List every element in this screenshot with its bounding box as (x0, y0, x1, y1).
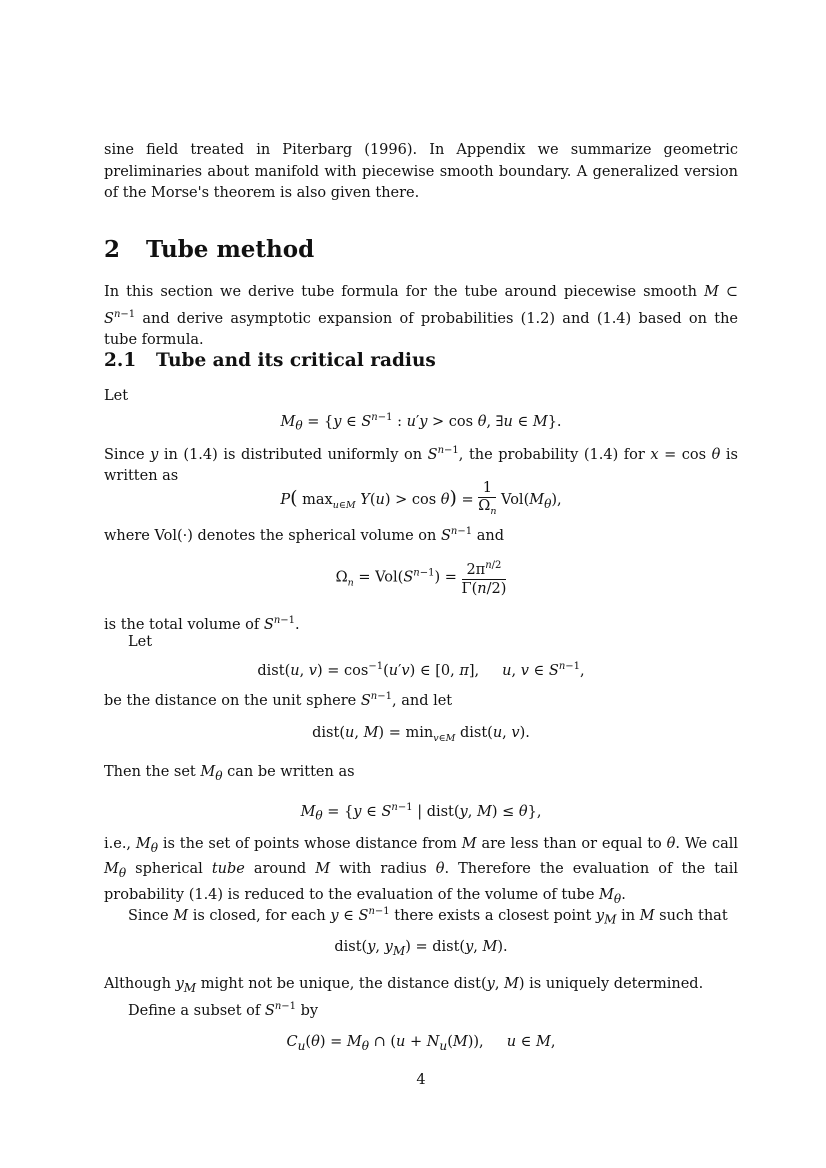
subsection-heading (104, 350, 436, 371)
page-number: 4 (416, 1072, 426, 1088)
equation-tube-definition: $M_\theta = \{y$ ∈ $S^{n-1}$ : u′y > cos θ, ∃u ∈ M}. (280, 412, 562, 433)
equation-tube-distance: $M_\theta = \{y$ ∈ $S^{n-1}$ | dist(y, M) ≤ θ}, (300, 802, 542, 823)
subsection-title: Tube and its critical radius (156, 350, 436, 371)
uniqueness-text: Although $y_M$ might not be unique, the distance dist(y, M) is uniquely determined. (104, 976, 704, 995)
closest-point-text: Since M is closed, for each y ∈ $S^{n-1}$ there exists a closest point $y_M$ in M such that (128, 906, 728, 927)
where-vol-text: where Vol(·) denotes the spherical volume on $S^{n-1}$ and (104, 526, 504, 544)
let-text-2: Let (128, 634, 153, 650)
equation-omega: $\Omega_n = Vol(S^{n-1})$ = $\frac{2\pi^{n/2}}{\Gamma(n/2)}$ (104, 557, 738, 598)
paper-page (104, 0, 738, 1168)
equation-closest-point: dist(y, $y_M$) = dist(y, M). (334, 939, 508, 958)
unit-sphere-distance-text: be the distance on the unit sphere $S^{n-1}$, and let (104, 691, 453, 709)
equation-distance: dist(u, $v) = \cos^{-1}(u'v)$ ∈ [0, π], u, v ∈ $S^{n-1}$, (257, 661, 585, 679)
section-number: 2 (104, 236, 121, 263)
section-title: Tube method (146, 236, 315, 263)
let-text-1: Let (104, 388, 129, 404)
equation-distance-to-set: dist(u, $M) = \min_{v\in M}$ dist(u, v). (312, 725, 530, 744)
define-subset-text: Define a subset of $S^{n-1}$ by (128, 1001, 319, 1019)
equation-probability: P( $\max_{u\in M} Y(u) > \cos \theta$) = $\frac{1}{\Omega_n}$ $Vol(M_\theta)$, (280, 480, 562, 517)
section-intro: In this section we derive tube formula for the tube around piecewise smooth M ⊂ $S^{n-1}$ and derive asymptotic expansion of probabilities (1.2) and (1.4) based on the tube formula. (104, 284, 738, 348)
section-heading (104, 236, 314, 263)
intro-paragraph: sine field treated in Piterbarg (1996). In Appendix we summarize geometric preliminaries about manifold with piecewise smooth boundary. A generalized version of the Morse's theorem is also given there. (104, 142, 738, 201)
equation-cu: $C_u(\theta) = M_\theta$ ∩ $(u + N_u(M))$, u ∈ M, (286, 1034, 556, 1053)
subsection-number: 2.1 (104, 350, 137, 371)
then-set-text: Then the set $M_\theta$ can be written as (104, 764, 355, 783)
since-uniform-text: Since y in (1.4) is distributed uniformly on $S^{n-1}$, the probability (1.4) for x = cos θ is written as (104, 445, 738, 485)
spherical-tube-text: i.e., $M_\theta$ is the set of points whose distance from M are less than or equal to θ. We call $M_\theta$ spherical tube around M with radius θ. Therefore the evaluation of the tail probability (1.4) is reduced to the evaluation of the volume of tube $M_\theta$. (104, 836, 739, 906)
total-volume-text: is the total volume of $S^{n-1}$. (104, 615, 300, 633)
